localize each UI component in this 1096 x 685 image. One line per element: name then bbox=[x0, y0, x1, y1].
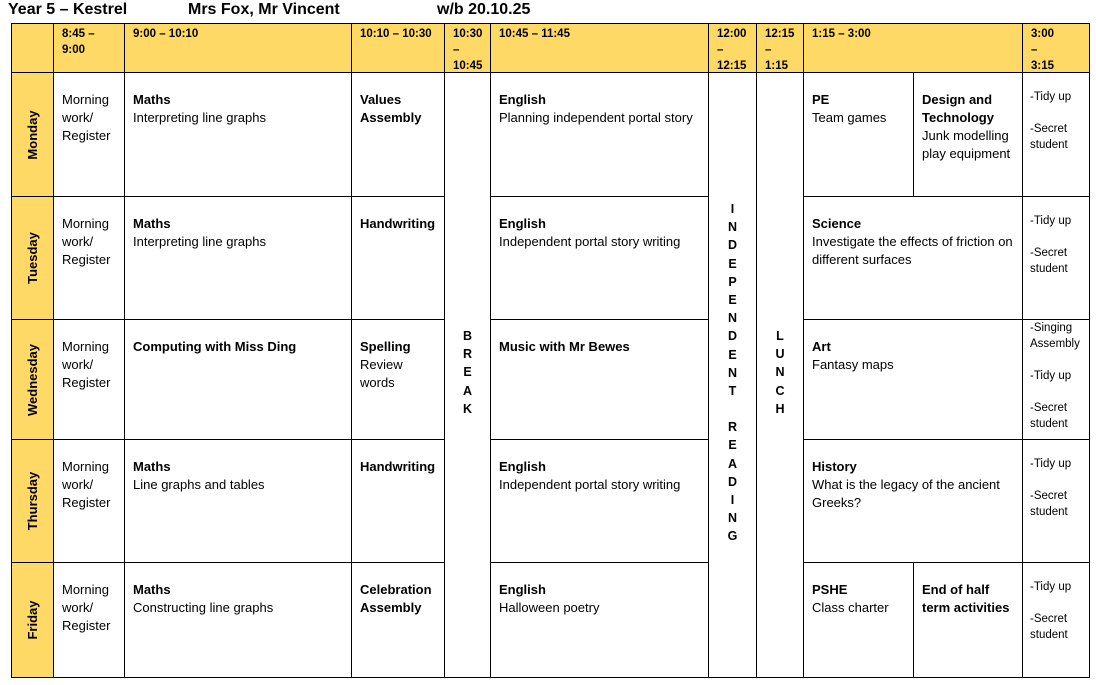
lesson-detail: Independent portal story writing bbox=[499, 234, 681, 249]
time-header-6 bbox=[708, 23, 757, 73]
time-label: 10:10 – 10:30 bbox=[360, 28, 432, 40]
morning-text: Morning bbox=[62, 582, 109, 597]
lesson-title: English bbox=[499, 459, 546, 474]
day-name: Tuesday bbox=[24, 232, 40, 284]
time-label: – bbox=[765, 44, 772, 56]
end-of-day-item: -Tidy up bbox=[1030, 581, 1072, 593]
morning-text: work/ bbox=[62, 234, 94, 249]
afternoon2-monday bbox=[913, 72, 1023, 197]
lesson1-thursday bbox=[124, 439, 352, 563]
morning-text: Register bbox=[62, 495, 111, 510]
lesson-title: Design and Technology bbox=[922, 92, 994, 125]
lesson-title: Maths bbox=[133, 92, 171, 107]
day-name: Wednesday bbox=[24, 343, 40, 416]
end-of-day-tuesday bbox=[1022, 196, 1090, 320]
morning-text: Morning bbox=[62, 339, 109, 354]
lesson1-tuesday bbox=[124, 196, 352, 320]
time-label: 1:15 – 3:00 bbox=[812, 28, 871, 40]
end-of-day-item: -Tidy up bbox=[1030, 458, 1072, 470]
lesson1-wednesday bbox=[124, 319, 352, 440]
afternoon2-friday bbox=[913, 562, 1023, 678]
lesson-title: Maths bbox=[133, 459, 171, 474]
independent-reading-column-text: I N D E P E N D E N T R E A D I N G bbox=[727, 202, 738, 544]
time-label: 3:15 bbox=[1031, 60, 1055, 72]
morning-work-friday bbox=[53, 562, 125, 678]
time-header-7 bbox=[756, 23, 804, 73]
lesson-title: Handwriting bbox=[360, 459, 436, 474]
lesson-title: Maths bbox=[133, 582, 171, 597]
time-label: 8:45 – bbox=[62, 28, 95, 40]
week-beginning: w/b 20.10.25 bbox=[437, 1, 531, 18]
lesson3-friday bbox=[490, 562, 709, 678]
afternoon1-monday bbox=[803, 72, 914, 197]
lesson-detail: Review words bbox=[360, 357, 403, 390]
day-name: Thursday bbox=[24, 471, 40, 531]
time-label: 9:00 – 10:10 bbox=[133, 28, 199, 40]
time-label: – bbox=[717, 44, 724, 56]
lesson1-friday bbox=[124, 562, 352, 678]
morning-text: work/ bbox=[62, 110, 94, 125]
end-of-day-item: -Secret student bbox=[1030, 402, 1068, 430]
time-label: 9:00 bbox=[62, 44, 86, 56]
day-label-friday bbox=[11, 562, 54, 678]
lesson-title: PSHE bbox=[812, 582, 848, 597]
lesson-title: Values Assembly bbox=[360, 92, 422, 125]
time-header-2 bbox=[124, 23, 352, 73]
morning-text: Register bbox=[62, 375, 111, 390]
morning-text: Morning bbox=[62, 459, 109, 474]
time-label: – bbox=[453, 44, 460, 56]
afternoon-tuesday bbox=[803, 196, 1023, 320]
lesson-detail: Line graphs and tables bbox=[133, 477, 265, 492]
lesson2-wednesday bbox=[351, 319, 445, 440]
morning-text: work/ bbox=[62, 357, 94, 372]
lesson-title: Science bbox=[812, 216, 862, 231]
day-label-thursday bbox=[11, 439, 54, 563]
time-label: 10:45 bbox=[453, 60, 483, 72]
morning-text: Register bbox=[62, 618, 111, 633]
lesson-title: PE bbox=[812, 92, 830, 107]
time-header-1 bbox=[53, 23, 125, 73]
afternoon1-friday bbox=[803, 562, 914, 678]
corner-cell bbox=[11, 23, 54, 73]
time-label: – bbox=[1031, 44, 1038, 56]
morning-work-tuesday bbox=[53, 196, 125, 320]
end-of-day-item: -Tidy up bbox=[1030, 215, 1072, 227]
lunch-column bbox=[756, 72, 804, 678]
lesson-title: End of half term activities bbox=[922, 582, 1010, 615]
day-label-wednesday bbox=[11, 319, 54, 440]
lesson-title: Handwriting bbox=[360, 216, 436, 231]
afternoon-wednesday bbox=[803, 319, 1023, 440]
time-label: 12:00 bbox=[717, 28, 747, 40]
end-of-day-item: -Tidy up bbox=[1030, 91, 1072, 103]
end-of-day-thursday bbox=[1022, 439, 1090, 563]
time-header-8 bbox=[803, 23, 1023, 73]
lesson-detail: Class charter bbox=[812, 600, 889, 615]
end-of-day-item: -Tidy up bbox=[1030, 370, 1072, 382]
lesson-title: Spelling bbox=[360, 339, 411, 354]
lesson-title: Music with Mr Bewes bbox=[499, 339, 630, 354]
lesson2-friday bbox=[351, 562, 445, 678]
lesson-title: English bbox=[499, 92, 546, 107]
lesson-title: English bbox=[499, 216, 546, 231]
lesson3-thursday bbox=[490, 439, 709, 563]
time-header-4 bbox=[444, 23, 491, 73]
end-of-day-item: -Singing Assembly bbox=[1030, 322, 1080, 350]
lesson-title: English bbox=[499, 582, 546, 597]
class-name: Year 5 – Kestrel bbox=[8, 1, 128, 18]
lesson-detail: Interpreting line graphs bbox=[133, 110, 266, 125]
break-column bbox=[444, 72, 491, 678]
end-of-day-monday bbox=[1022, 72, 1090, 197]
morning-work-wednesday bbox=[53, 319, 125, 440]
morning-work-monday bbox=[53, 72, 125, 197]
teacher-names: Mrs Fox, Mr Vincent bbox=[188, 1, 340, 18]
lunch-column-text: L U N C H bbox=[775, 329, 785, 416]
morning-text: Register bbox=[62, 128, 111, 143]
lesson3-monday bbox=[490, 72, 709, 197]
morning-text: Morning bbox=[62, 216, 109, 231]
time-header-5 bbox=[490, 23, 709, 73]
afternoon-thursday bbox=[803, 439, 1023, 563]
time-label: 10:45 – 11:45 bbox=[499, 28, 570, 40]
end-of-day-item: -Secret student bbox=[1030, 247, 1068, 275]
lesson-detail: What is the legacy of the ancient Greeks? bbox=[812, 477, 1000, 510]
morning-text: work/ bbox=[62, 600, 94, 615]
lesson-detail: Interpreting line graphs bbox=[133, 234, 266, 249]
day-label-tuesday bbox=[11, 196, 54, 320]
independent-reading-column bbox=[708, 72, 757, 678]
lesson-detail: Planning independent portal story bbox=[499, 110, 693, 125]
lesson-title: History bbox=[812, 459, 857, 474]
morning-text: Register bbox=[62, 252, 111, 267]
end-of-day-item: -Secret student bbox=[1030, 613, 1068, 641]
lesson-detail: Halloween poetry bbox=[499, 600, 600, 615]
lesson-detail: Constructing line graphs bbox=[133, 600, 274, 615]
end-of-day-item: -Secret student bbox=[1030, 490, 1068, 518]
timetable-header bbox=[0, 1, 1096, 23]
lesson-detail: Junk modelling play equipment bbox=[922, 128, 1011, 161]
time-label: 10:30 bbox=[453, 28, 483, 40]
time-header-3 bbox=[351, 23, 445, 73]
lesson-title: Art bbox=[812, 339, 831, 354]
morning-work-thursday bbox=[53, 439, 125, 563]
morning-text: work/ bbox=[62, 477, 94, 492]
time-header-9 bbox=[1022, 23, 1090, 73]
lesson-title: Maths bbox=[133, 216, 171, 231]
day-name: Monday bbox=[24, 109, 40, 160]
lesson-detail: Fantasy maps bbox=[812, 357, 894, 372]
time-label: 12:15 bbox=[717, 60, 747, 72]
lesson2-thursday bbox=[351, 439, 445, 563]
lesson-detail: Independent portal story writing bbox=[499, 477, 681, 492]
end-of-day-item: -Secret student bbox=[1030, 123, 1068, 151]
day-name: Friday bbox=[24, 600, 40, 640]
time-label: 1:15 bbox=[765, 60, 789, 72]
end-of-day-wednesday bbox=[1022, 319, 1090, 440]
lesson-detail: Team games bbox=[812, 110, 887, 125]
lesson-title: Celebration Assembly bbox=[360, 582, 432, 615]
lesson2-tuesday bbox=[351, 196, 445, 320]
day-label-monday bbox=[11, 72, 54, 197]
break-column-text: B R E A K bbox=[462, 329, 473, 416]
lesson3-tuesday bbox=[490, 196, 709, 320]
morning-text: Morning bbox=[62, 92, 109, 107]
lesson1-monday bbox=[124, 72, 352, 197]
lesson-title: Computing with Miss Ding bbox=[133, 339, 297, 354]
time-label: 12:15 bbox=[765, 28, 795, 40]
end-of-day-friday bbox=[1022, 562, 1090, 678]
lesson3-wednesday bbox=[490, 319, 709, 440]
lesson2-monday bbox=[351, 72, 445, 197]
time-label: 3:00 bbox=[1031, 28, 1055, 40]
lesson-detail: Investigate the effects of friction on different surfaces bbox=[812, 234, 1013, 267]
